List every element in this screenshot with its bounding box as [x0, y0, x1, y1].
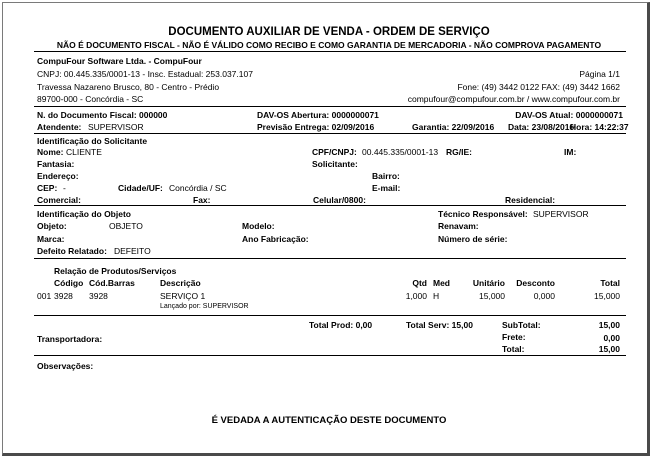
- dav-atual: DAV-OS Atual: 0000000071: [515, 110, 623, 120]
- col-header-descricao: Descrição: [160, 278, 201, 288]
- previsao-entrega: Previsão Entrega: 02/09/2016: [257, 122, 375, 132]
- dav-abertura: DAV-OS Abertura: 0000000071: [257, 110, 379, 120]
- item-codigo: 3928: [54, 291, 73, 301]
- frete-value: 0,00: [603, 333, 620, 343]
- item-barras: 3928: [89, 291, 108, 301]
- cidade-label: Cidade/UF:: [118, 183, 163, 193]
- transportadora-label: Transportadora:: [37, 334, 103, 344]
- divider: [34, 106, 626, 107]
- col-header-desconto: Desconto: [516, 278, 555, 288]
- defeito-value: DEFEITO: [114, 246, 151, 256]
- divider: [34, 133, 626, 134]
- subtotal-label: SubTotal:: [502, 320, 541, 330]
- data: Data: 23/08/2016: [508, 122, 575, 132]
- cpf-label: CPF/CNPJ:: [312, 147, 357, 157]
- col-header-unitario: Unitário: [472, 278, 505, 288]
- solicitante-label: Solicitante:: [312, 159, 358, 169]
- divider: [34, 355, 626, 356]
- nfiscal: N. do Documento Fiscal: 000000: [37, 110, 168, 120]
- endereco-label: Endereço:: [37, 171, 79, 181]
- divider: [34, 51, 626, 52]
- total-label: Total:: [502, 344, 525, 354]
- cep-label: CEP:: [37, 183, 58, 193]
- item-descricao: SERVIÇO 1: [160, 291, 206, 301]
- atendente-label: Atendente:: [37, 122, 82, 132]
- company-email-web: compufour@compufour.com.br / www.compufour.com.br: [407, 94, 620, 104]
- item-med: H: [433, 291, 440, 301]
- company-cep-city: 89700-000 - Concórdia - SC: [37, 94, 144, 104]
- item-lancado-por: Lançado por: SUPERVISOR: [160, 303, 249, 310]
- company-name: CompuFour Software Ltda. - CompuFour: [37, 56, 202, 66]
- frete-label: Frete:: [502, 332, 526, 342]
- residencial-label: Residencial:: [505, 195, 556, 205]
- objeto-value: OBJETO: [109, 221, 143, 231]
- numero-serie-label: Número de série:: [438, 234, 508, 244]
- company-address: Travessa Nazareno Brusco, 80 - Centro - Prédio: [37, 82, 220, 92]
- company-cnpj: CNPJ: 00.445.335/0001-13 - Insc. Estadual: 253.037.107: [37, 69, 253, 79]
- fax-label: Fax:: [193, 195, 211, 205]
- email-label: E-mail:: [372, 183, 401, 193]
- subtotal-value: 15,00: [598, 320, 620, 330]
- total-serv: Total Serv: 15,00: [406, 320, 473, 330]
- fantasia-label: Fantasia:: [37, 159, 75, 169]
- page-number: Página 1/1: [579, 69, 620, 79]
- rg-label: RG/IE:: [446, 147, 472, 157]
- divider: [34, 205, 626, 206]
- marca-label: Marca:: [37, 234, 65, 244]
- col-header-med: Med: [433, 278, 450, 288]
- modelo-label: Modelo:: [242, 221, 275, 231]
- item-desconto: 0,000: [533, 291, 555, 301]
- garantia: Garantia: 22/09/2016: [412, 122, 495, 132]
- celular-label: Celular/0800:: [313, 195, 366, 205]
- document-subtitle: NÃO É DOCUMENTO FISCAL - NÃO É VÁLIDO COMO RECIBO E COMO GARANTIA DE MERCADORIA - NÃO COMPROVA PAGAMENTO: [56, 40, 602, 50]
- solicitante-section-title: Identificação do Solicitante: [37, 136, 148, 146]
- item-seq: 001: [37, 291, 52, 301]
- item-qtd: 1,000: [405, 291, 427, 301]
- tecnico-label: Técnico Responsável:: [438, 209, 528, 219]
- cpf-value: 00.445.335/0001-13: [362, 147, 439, 157]
- comercial-label: Comercial:: [37, 195, 81, 205]
- document-title: DOCUMENTO AUXILIAR DE VENDA - ORDEM DE SERVIÇO: [168, 26, 490, 38]
- tecnico-value: SUPERVISOR: [533, 209, 589, 219]
- col-header-qtd: Qtd: [412, 278, 427, 288]
- bairro-label: Bairro:: [372, 171, 400, 181]
- cep-value: -: [63, 183, 66, 193]
- total-prod: Total Prod: 0,00: [309, 320, 373, 330]
- objeto-label: Objeto:: [37, 221, 67, 231]
- defeito-label: Defeito Relatado:: [37, 246, 107, 256]
- renavam-label: Renavam:: [438, 221, 479, 231]
- company-phones: Fone: (49) 3442 0122 FAX: (49) 3442 1662: [457, 82, 620, 92]
- footer-notice: É VEDADA A AUTENTICAÇÃO DESTE DOCUMENTO: [211, 415, 447, 426]
- objeto-section-title: Identificação do Objeto: [37, 209, 131, 219]
- im-label: IM:: [564, 147, 577, 157]
- col-header-codigo: Código: [54, 278, 84, 288]
- nome-value: CLIENTE: [66, 147, 102, 157]
- item-unitario: 15,000: [479, 291, 505, 301]
- hora: Hora: 14:22:37: [570, 122, 629, 132]
- total-value: 15,00: [598, 344, 620, 354]
- produtos-section-title: Relação de Produtos/Serviços: [54, 266, 177, 276]
- col-header-total: Total: [600, 278, 620, 288]
- cidade-value: Concórdia / SC: [169, 183, 227, 193]
- observacoes-label: Observações:: [37, 361, 94, 371]
- divider: [34, 258, 626, 259]
- item-total: 15,000: [594, 291, 620, 301]
- divider: [34, 315, 626, 316]
- nome-label: Nome:: [37, 147, 64, 157]
- ano-fabricacao-label: Ano Fabricação:: [242, 234, 309, 244]
- col-header-barras: Cód.Barras: [89, 278, 135, 288]
- atendente-value: SUPERVISOR: [88, 122, 144, 132]
